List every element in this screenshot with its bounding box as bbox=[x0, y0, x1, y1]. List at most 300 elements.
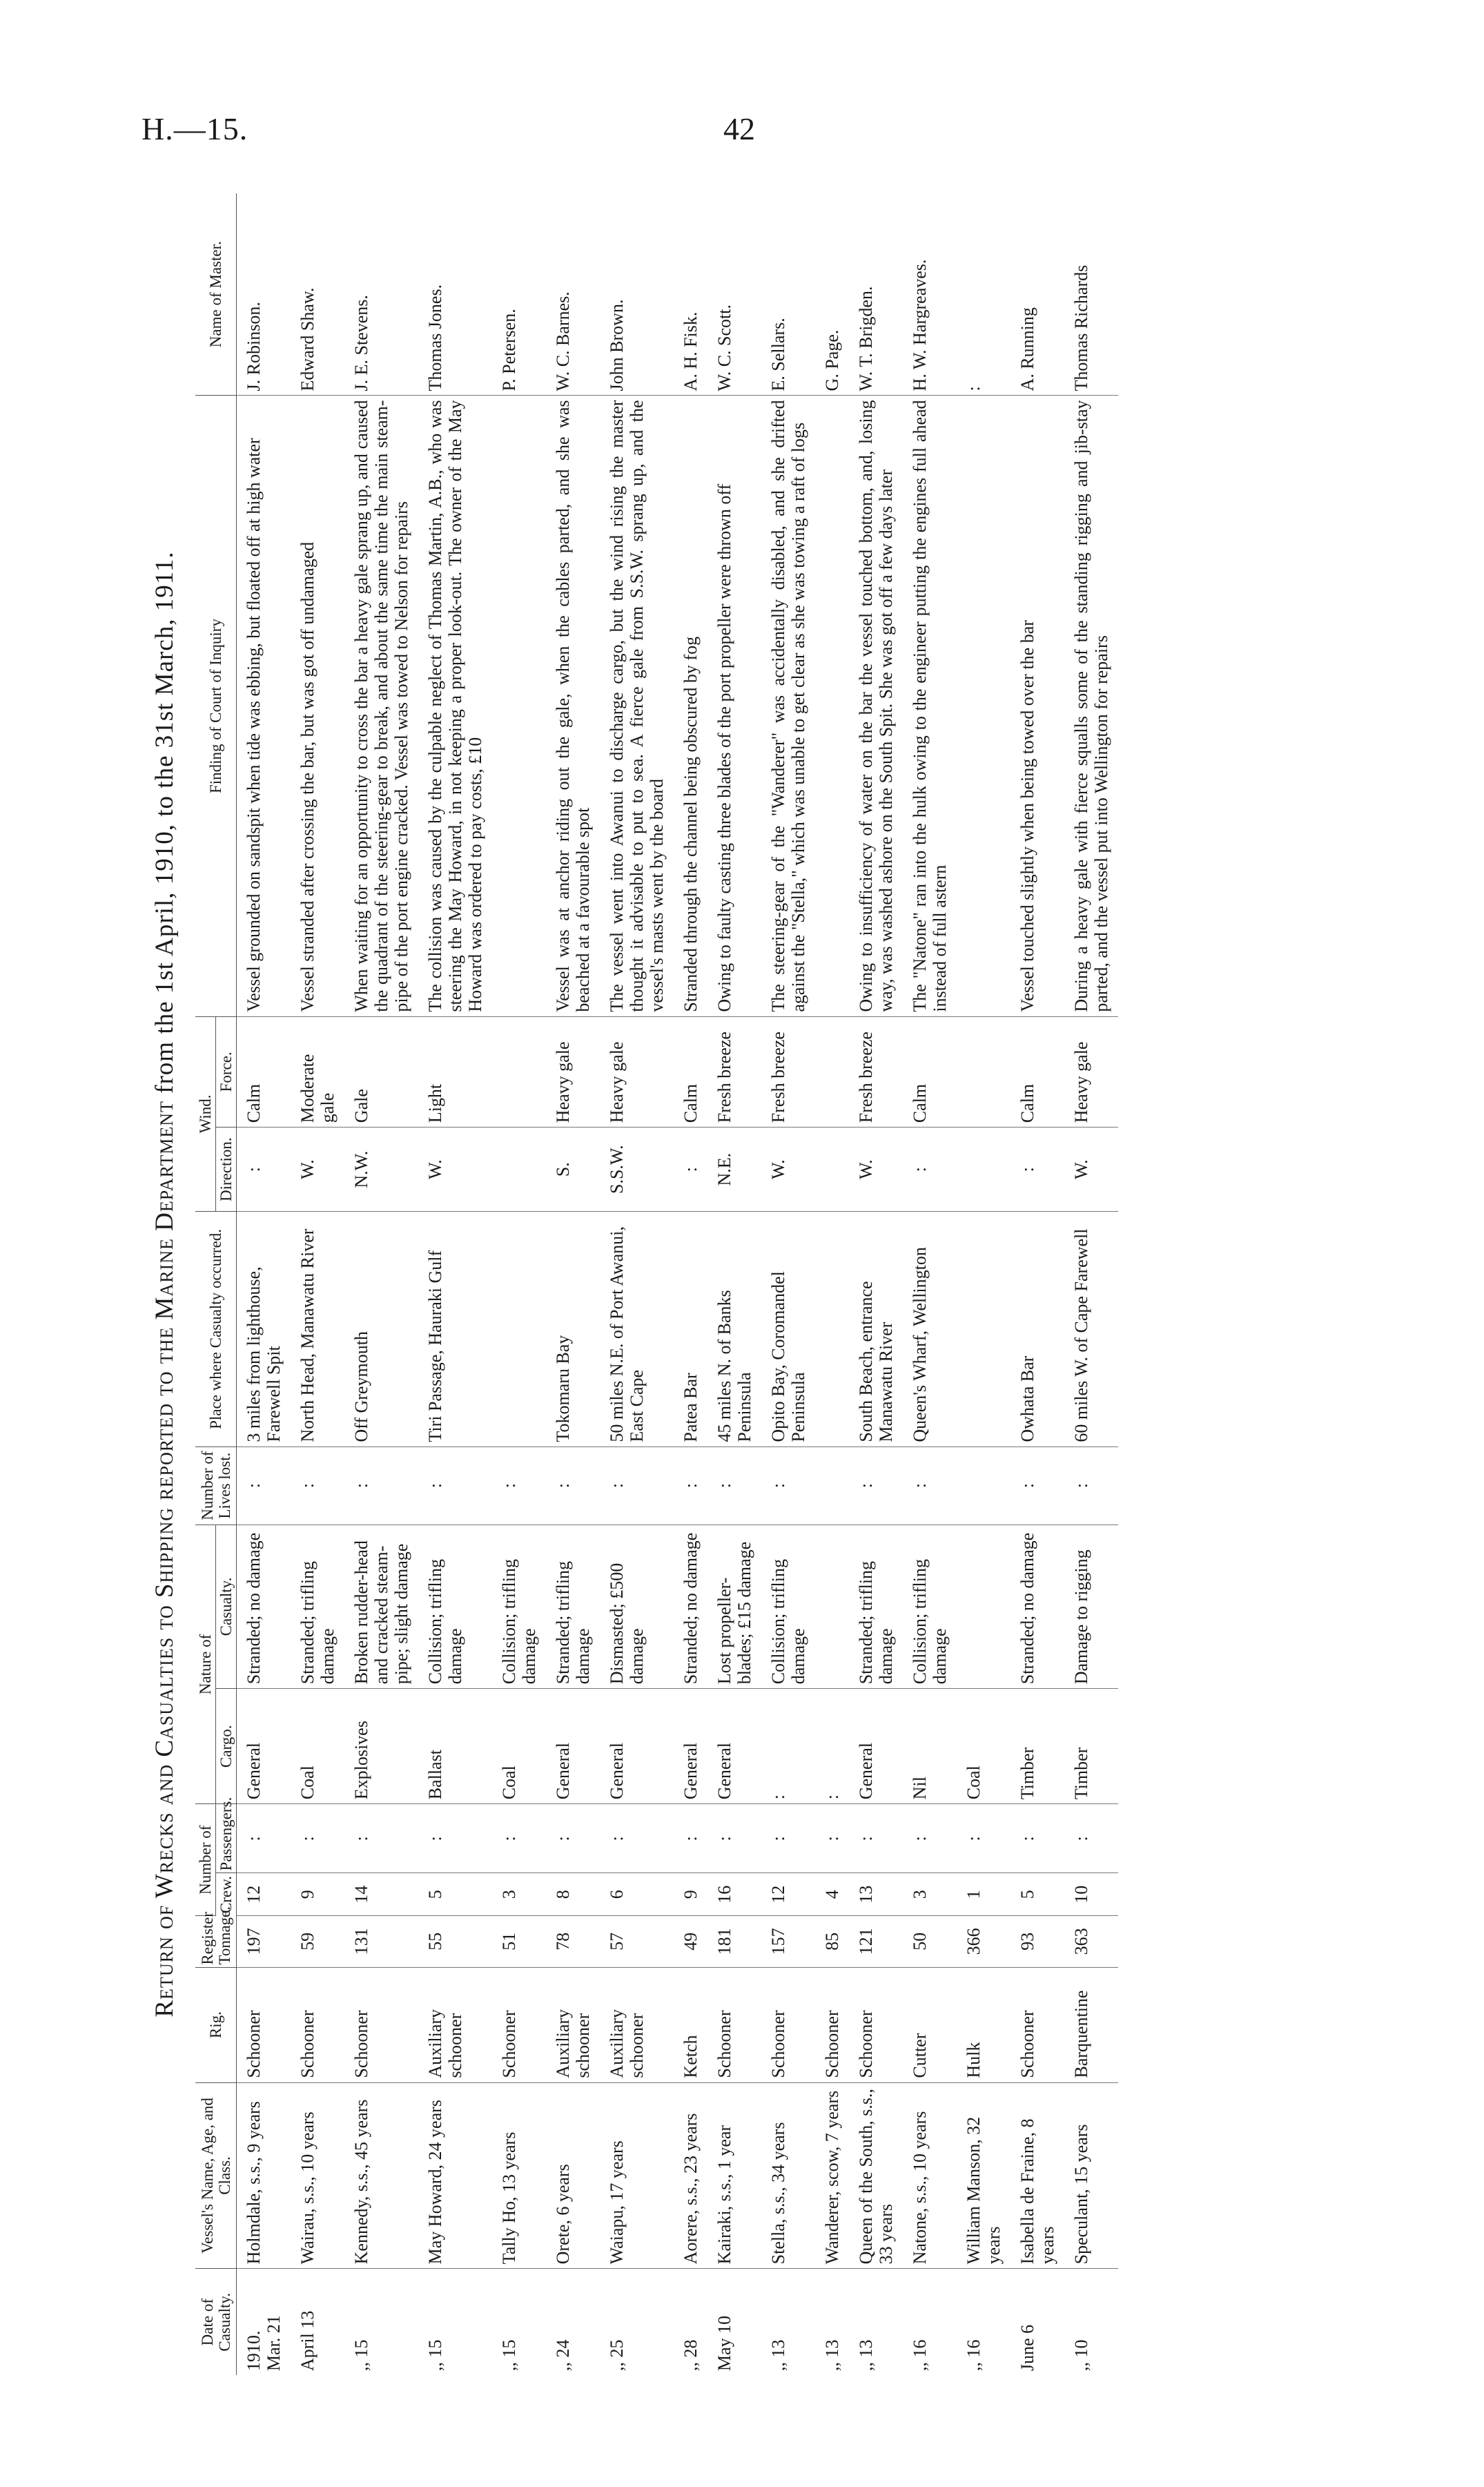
cell-casualty bbox=[761, 1525, 815, 1689]
cell-tonnage-text: 85 bbox=[822, 1932, 842, 1951]
cell-cargo bbox=[237, 1689, 291, 1804]
title-department: Marine Department bbox=[150, 1101, 179, 1320]
cell-passengers-text: : bbox=[607, 1836, 627, 1841]
cell-place bbox=[291, 1212, 344, 1446]
cell-casualty bbox=[546, 1525, 600, 1689]
cell-casualty-text: Collision; trifling damage bbox=[499, 1559, 539, 1685]
cell-place-text: Tiri Passage, Hauraki Gulf bbox=[425, 1250, 445, 1442]
cell-date-text: ,, 13 bbox=[856, 2339, 876, 2371]
table-row bbox=[418, 193, 492, 2375]
cell-wind-direction-text: W. bbox=[856, 1159, 876, 1180]
cell-crew-text: 9 bbox=[681, 1890, 701, 1899]
cell-lives-lost bbox=[344, 1446, 418, 1525]
cell-date-text: ,, 16 bbox=[964, 2339, 984, 2371]
cell-cargo-text: Timber bbox=[1017, 1747, 1037, 1800]
cell-passengers bbox=[492, 1804, 546, 1873]
cell-place-text: 3 miles from lighthouse, Farewell Spit bbox=[244, 1266, 284, 1442]
cell-date bbox=[1064, 2269, 1118, 2375]
cell-casualty-text: Stranded; no damage bbox=[1017, 1532, 1037, 1685]
cell-cargo-text: Ballast bbox=[425, 1750, 445, 1800]
cell-casualty bbox=[957, 1525, 1011, 1689]
cell-cargo-text: Nil bbox=[910, 1777, 930, 1800]
cell-place bbox=[761, 1212, 815, 1446]
cell-wind-direction-text: : bbox=[244, 1167, 264, 1172]
cell-wind-direction-text: S.S.W. bbox=[607, 1145, 627, 1194]
cell-wind-direction bbox=[1064, 1128, 1118, 1212]
cell-vessel bbox=[344, 2082, 418, 2269]
cell-wind-direction-text: W. bbox=[425, 1159, 445, 1180]
cell-casualty-text: Lost propeller-blades; £15 damage bbox=[714, 1541, 754, 1685]
cell-finding-text: Vessel touched slightly when being towed over the bar bbox=[1017, 620, 1037, 1012]
cell-lives-lost-text: : bbox=[244, 1483, 264, 1489]
cell-crew-text: 6 bbox=[607, 1890, 627, 1899]
cell-finding-text: Vessel stranded after crossing the bar, but was got off undamaged bbox=[297, 541, 318, 1012]
cell-tonnage-text: 49 bbox=[681, 1932, 701, 1951]
cell-finding-text: The steering-gear of the "Wanderer" was accidentally disabled, and she drifted against the "Stella," which was unable to get clear as she was towing a raft of logs bbox=[768, 400, 808, 1012]
cell-cargo bbox=[344, 1689, 418, 1804]
cell-place bbox=[492, 1212, 546, 1446]
cell-cargo bbox=[1064, 1689, 1118, 1804]
table-row bbox=[903, 193, 957, 2375]
cell-wind-direction-text: S. bbox=[553, 1162, 573, 1177]
cell-tonnage bbox=[1064, 1916, 1118, 1968]
cell-date-text: ,, 25 bbox=[607, 2339, 627, 2371]
cell-rig-text: Schooner bbox=[768, 2010, 788, 2078]
cell-master-text: P. Petersen. bbox=[499, 309, 519, 391]
cell-vessel-text: May Howard, 24 years bbox=[425, 2100, 445, 2265]
cell-vessel bbox=[707, 2082, 761, 2269]
cell-rig bbox=[1011, 1967, 1064, 2082]
cell-tonnage bbox=[492, 1916, 546, 1968]
cell-lives-lost-text: : bbox=[1071, 1483, 1091, 1489]
cell-master-text: Thomas Richards bbox=[1071, 264, 1091, 391]
table-row bbox=[1011, 193, 1064, 2375]
cell-rig bbox=[600, 1967, 674, 2082]
cell-crew-text: 9 bbox=[297, 1890, 318, 1899]
cell-vessel-text: Orete, 6 years bbox=[553, 2164, 573, 2265]
cell-lives-lost-text: : bbox=[1017, 1483, 1037, 1489]
cell-finding bbox=[1064, 396, 1118, 1016]
cell-wind-force-text: Heavy gale bbox=[607, 1041, 627, 1123]
cell-crew bbox=[418, 1873, 492, 1916]
cell-crew-text: 5 bbox=[1017, 1890, 1037, 1899]
cell-crew bbox=[815, 1873, 849, 1916]
cell-cargo-text: : bbox=[768, 1794, 788, 1800]
col-header-finding: Finding of Court of Inquiry bbox=[195, 396, 237, 1016]
cell-date bbox=[492, 2269, 546, 2375]
cell-vessel bbox=[418, 2082, 492, 2269]
cell-place-text: South Beach, entrance Manawatu River bbox=[856, 1281, 896, 1442]
cell-master-text: W. T. Brigden. bbox=[856, 286, 876, 391]
cell-rig-text: Cutter bbox=[910, 2033, 930, 2078]
cell-vessel bbox=[237, 2082, 291, 2269]
cell-passengers-text: : bbox=[1017, 1836, 1037, 1841]
cell-vessel bbox=[1011, 2082, 1064, 2269]
cell-tonnage-text: 55 bbox=[425, 1932, 445, 1951]
cell-tonnage-text: 197 bbox=[244, 1928, 264, 1955]
cell-wind-direction-text: N.E. bbox=[714, 1152, 734, 1186]
cell-wind-force-text: Calm bbox=[681, 1083, 701, 1123]
cell-crew bbox=[1064, 1873, 1118, 1916]
cell-crew bbox=[291, 1873, 344, 1916]
cell-vessel-text: Aorere, s.s., 23 years bbox=[681, 2113, 701, 2265]
cell-wind-force-text: Light bbox=[425, 1083, 445, 1123]
cell-rig-text: Hulk bbox=[964, 2042, 984, 2078]
cell-lives-lost-text: : bbox=[297, 1483, 318, 1489]
cell-wind-direction bbox=[418, 1128, 492, 1212]
cell-master bbox=[761, 193, 815, 396]
cell-date-text: ,, 15 bbox=[499, 2339, 519, 2371]
cell-crew bbox=[707, 1873, 761, 1916]
cell-vessel-text: Queen of the South, s.s., 33 years bbox=[856, 2089, 896, 2265]
table-row bbox=[546, 193, 600, 2375]
cell-rig-text: Auxiliary schooner bbox=[425, 2009, 465, 2078]
cell-tonnage-text: 181 bbox=[714, 1928, 734, 1955]
cell-casualty-text: Stranded; trifling damage bbox=[856, 1560, 896, 1685]
cell-wind-direction-text: N.W. bbox=[351, 1150, 371, 1188]
cell-tonnage-text: 366 bbox=[964, 1928, 984, 1955]
cell-passengers-text: : bbox=[768, 1836, 788, 1841]
cell-lives-lost bbox=[903, 1446, 957, 1525]
cell-lives-lost-text: : bbox=[351, 1483, 371, 1489]
cell-lives-lost bbox=[291, 1446, 344, 1525]
cell-cargo-text: General bbox=[714, 1743, 734, 1800]
cell-cargo bbox=[849, 1689, 903, 1804]
cell-master bbox=[600, 193, 674, 396]
cell-crew bbox=[674, 1873, 707, 1916]
cell-casualty bbox=[344, 1525, 418, 1689]
cell-date-text: ,, 15 bbox=[351, 2339, 371, 2371]
cell-place-text: Opito Bay, Coromandel Peninsula bbox=[768, 1271, 808, 1442]
cell-tonnage-text: 59 bbox=[297, 1932, 318, 1951]
cell-crew-text: 12 bbox=[768, 1885, 788, 1904]
cell-finding-text: The collision was caused by the culpable neglect of Thomas Martin, A.B., who was steering the May Howard, in not keeping a proper look-out. The owner of the May Howard was ordered to pay costs, £10 bbox=[425, 400, 485, 1012]
col-header-place: Place where Casualty occurred. bbox=[195, 1212, 237, 1446]
cell-wind-direction bbox=[903, 1128, 957, 1212]
cell-date bbox=[849, 2269, 903, 2375]
cell-wind-direction bbox=[546, 1128, 600, 1212]
cell-rig-text: Schooner bbox=[244, 2010, 264, 2078]
cell-cargo bbox=[903, 1689, 957, 1804]
cell-wind-force-text: Heavy gale bbox=[553, 1041, 573, 1123]
cell-master bbox=[418, 193, 492, 396]
title-prefix: Return of Wrecks and Casualties to Shipping reported to the bbox=[150, 1319, 179, 2017]
cell-wind-force bbox=[1011, 1016, 1064, 1128]
cell-place bbox=[600, 1212, 674, 1446]
cell-vessel bbox=[546, 2082, 600, 2269]
cell-date-text: ,, 16 bbox=[910, 2339, 930, 2371]
cell-crew bbox=[1011, 1873, 1064, 1916]
cell-place bbox=[237, 1212, 291, 1446]
cell-cargo bbox=[707, 1689, 761, 1804]
table-row bbox=[761, 193, 815, 2375]
cell-passengers bbox=[674, 1804, 707, 1873]
table-row bbox=[957, 193, 1011, 2375]
cell-wind-force-text: Calm bbox=[244, 1083, 264, 1123]
cell-rig-text: Schooner bbox=[714, 2010, 734, 2078]
cell-crew-text: 13 bbox=[856, 1885, 876, 1904]
cell-master bbox=[291, 193, 344, 396]
cell-passengers-text: : bbox=[856, 1836, 876, 1841]
cell-wind-force bbox=[237, 1016, 291, 1128]
cell-lives-lost bbox=[1011, 1446, 1064, 1525]
cell-cargo-text: General bbox=[856, 1743, 876, 1800]
cell-rig bbox=[237, 1967, 291, 2082]
cell-tonnage bbox=[600, 1916, 674, 1968]
cell-vessel-text: Kennedy, s.s., 45 years bbox=[351, 2099, 371, 2265]
cell-vessel bbox=[1064, 2082, 1118, 2269]
cell-wind-force bbox=[849, 1016, 903, 1128]
cell-vessel bbox=[761, 2082, 815, 2269]
cell-casualty-text: Collision; trifling damage bbox=[425, 1559, 465, 1685]
cell-date bbox=[418, 2269, 492, 2375]
cell-wind-force-text: Gale bbox=[351, 1089, 371, 1123]
cell-vessel bbox=[957, 2082, 1011, 2269]
cell-rig bbox=[903, 1967, 957, 2082]
cell-finding bbox=[761, 396, 815, 1016]
cell-casualty bbox=[492, 1525, 546, 1689]
cell-vessel-text: Waiapu, 17 years bbox=[607, 2140, 627, 2265]
cell-date-text: April 13 bbox=[297, 2310, 318, 2371]
page-header bbox=[0, 0, 1484, 207]
cell-crew bbox=[492, 1873, 546, 1916]
cell-wind-force bbox=[344, 1016, 418, 1128]
table-row bbox=[600, 193, 674, 2375]
document-title bbox=[148, 193, 182, 2375]
cell-wind-direction bbox=[1011, 1128, 1064, 1212]
cell-cargo bbox=[674, 1689, 707, 1804]
cell-master-text: Edward Shaw. bbox=[297, 287, 318, 391]
cell-tonnage-text: 157 bbox=[768, 1928, 788, 1955]
cell-master-text: E. Sellars. bbox=[768, 318, 788, 391]
cell-passengers-text: : bbox=[499, 1836, 519, 1841]
cell-master-text: A. H. Fisk. bbox=[681, 311, 701, 391]
cell-date-text: ,, 13 bbox=[822, 2339, 842, 2371]
cell-rig-text: Schooner bbox=[1017, 2010, 1037, 2078]
col-header-lives-lost: Number of Lives lost. bbox=[195, 1446, 237, 1525]
cell-crew-text: 3 bbox=[499, 1890, 519, 1899]
cell-finding-text: Vessel grounded on sandspit when tide was ebbing, but floated off at high water bbox=[244, 438, 264, 1012]
cell-finding-text: The vessel went into Awanui to discharge cargo, but the wind rising the master thought it advisable to put to sea. A fierce gale from S.S.W. sprang up, and the vessel's masts went by the board bbox=[607, 400, 667, 1012]
col-header-wind-direction: Direction. bbox=[216, 1128, 237, 1212]
cell-crew-text: 16 bbox=[714, 1885, 734, 1904]
cell-rig-text: Schooner bbox=[856, 2010, 876, 2078]
cell-master bbox=[344, 193, 418, 396]
cell-casualty bbox=[291, 1525, 344, 1689]
cell-crew bbox=[344, 1873, 418, 1916]
cell-wind-direction bbox=[761, 1128, 815, 1212]
cell-wind-direction bbox=[957, 1128, 1011, 1212]
cell-date bbox=[815, 2269, 849, 2375]
cell-lives-lost-text: : bbox=[499, 1483, 519, 1489]
cell-tonnage bbox=[849, 1916, 903, 1968]
cell-wind-force bbox=[492, 1016, 546, 1128]
cell-cargo bbox=[291, 1689, 344, 1804]
cell-wind-force-text: Fresh breeze bbox=[856, 1032, 876, 1123]
cell-vessel bbox=[849, 2082, 903, 2269]
cell-lives-lost-text: : bbox=[856, 1483, 876, 1489]
col-header-master: Name of Master. bbox=[195, 193, 237, 396]
cell-wind-force-text: Moderate gale bbox=[297, 1054, 338, 1123]
cell-cargo bbox=[546, 1689, 600, 1804]
cell-date-text: ,, 15 bbox=[425, 2339, 445, 2371]
cell-lives-lost-text: : bbox=[553, 1483, 573, 1489]
cell-passengers-text: : bbox=[297, 1836, 318, 1841]
cell-master-text: : bbox=[964, 386, 984, 391]
cell-passengers bbox=[761, 1804, 815, 1873]
cell-casualty-text: Stranded; no damage bbox=[244, 1532, 264, 1685]
cell-wind-force bbox=[903, 1016, 957, 1128]
cell-cargo-text: Coal bbox=[297, 1765, 318, 1800]
cell-place bbox=[957, 1212, 1011, 1446]
cell-date bbox=[600, 2269, 674, 2375]
cell-casualty bbox=[237, 1525, 291, 1689]
cell-vessel bbox=[815, 2082, 849, 2269]
cell-passengers-text: : bbox=[553, 1836, 573, 1841]
cell-lives-lost-text: : bbox=[681, 1483, 701, 1489]
cell-finding-text: Owing to faulty casting three blades of the port propeller were thrown off bbox=[714, 483, 734, 1012]
cell-rig bbox=[815, 1967, 849, 2082]
cell-lives-lost bbox=[600, 1446, 674, 1525]
table-row bbox=[492, 193, 546, 2375]
cell-finding bbox=[546, 396, 600, 1016]
cell-place bbox=[546, 1212, 600, 1446]
cell-vessel-text: Stella, s.s., 34 years bbox=[768, 2122, 788, 2265]
cell-date-text: ,, 13 bbox=[768, 2339, 788, 2371]
cell-wind-force bbox=[761, 1016, 815, 1128]
cell-crew bbox=[761, 1873, 815, 1916]
col-header-rig: Rig. bbox=[195, 1967, 237, 2082]
cell-passengers bbox=[291, 1804, 344, 1873]
cell-crew-text: 10 bbox=[1071, 1885, 1091, 1904]
cell-lives-lost-text: : bbox=[768, 1483, 788, 1489]
cell-crew-text: 4 bbox=[822, 1890, 842, 1899]
cell-passengers bbox=[707, 1804, 761, 1873]
cell-passengers bbox=[1064, 1804, 1118, 1873]
cell-wind-direction-text: W. bbox=[297, 1159, 318, 1180]
cell-cargo-text: : bbox=[822, 1794, 842, 1800]
cell-tonnage bbox=[674, 1916, 707, 1968]
cell-lives-lost bbox=[492, 1446, 546, 1525]
cell-tonnage-text: 363 bbox=[1071, 1928, 1091, 1955]
cell-vessel-text: Natone, s.s., 10 years bbox=[910, 2111, 930, 2265]
cell-wind-direction bbox=[291, 1128, 344, 1212]
cell-tonnage bbox=[707, 1916, 761, 1968]
cell-crew bbox=[600, 1873, 674, 1916]
cell-wind-direction bbox=[674, 1128, 707, 1212]
cell-rig bbox=[849, 1967, 903, 2082]
cell-wind-force-text: Heavy gale bbox=[1071, 1041, 1091, 1123]
cell-tonnage bbox=[237, 1916, 291, 1968]
cell-rig bbox=[674, 1967, 707, 2082]
cell-finding-text: During a heavy gale with fierce squalls some of the standing rigging and jib-stay parted, and the vessel put into Wellington for repairs bbox=[1071, 400, 1111, 1012]
cell-passengers bbox=[237, 1804, 291, 1873]
cell-master bbox=[1011, 193, 1064, 396]
cell-finding bbox=[707, 396, 761, 1016]
cell-wind-direction-text: : bbox=[910, 1167, 930, 1172]
cell-passengers bbox=[849, 1804, 903, 1873]
cell-cargo bbox=[815, 1689, 849, 1804]
cell-master-text: W. C. Barnes. bbox=[553, 291, 573, 391]
cell-place bbox=[674, 1212, 707, 1446]
col-header-nature-of: Nature of bbox=[195, 1525, 216, 1804]
cell-place bbox=[418, 1212, 492, 1446]
cell-cargo bbox=[600, 1689, 674, 1804]
cell-place bbox=[1011, 1212, 1064, 1446]
cell-wind-direction bbox=[707, 1128, 761, 1212]
cell-wind-direction bbox=[815, 1128, 849, 1212]
cell-passengers bbox=[344, 1804, 418, 1873]
table-row bbox=[237, 193, 291, 2375]
cell-tonnage bbox=[418, 1916, 492, 1968]
cell-tonnage-text: 78 bbox=[553, 1932, 573, 1951]
cell-crew-text: 14 bbox=[351, 1885, 371, 1904]
table-row bbox=[1064, 193, 1118, 2375]
cell-date bbox=[957, 2269, 1011, 2375]
col-header-casualty: Casualty. bbox=[216, 1525, 237, 1689]
cell-finding bbox=[903, 396, 957, 1016]
cell-master bbox=[674, 193, 707, 396]
cell-place-text: 45 miles N. of Banks Peninsula bbox=[714, 1290, 754, 1442]
cell-lives-lost bbox=[849, 1446, 903, 1525]
cell-finding-text: Vessel was at anchor riding out the gale, when the cables parted, and she was beached at a favourable spot bbox=[553, 400, 593, 1012]
cell-finding-text: Stranded through the channel being obscured by fog bbox=[681, 636, 701, 1012]
cell-rig bbox=[957, 1967, 1011, 2082]
cell-rig bbox=[344, 1967, 418, 2082]
cell-place bbox=[707, 1212, 761, 1446]
cell-place-text: 60 miles W. of Cape Farewell bbox=[1071, 1228, 1091, 1442]
cell-finding bbox=[674, 396, 707, 1016]
cell-passengers-text: : bbox=[910, 1836, 930, 1841]
cell-tonnage bbox=[815, 1916, 849, 1968]
cell-lives-lost-text: : bbox=[425, 1483, 445, 1489]
cell-casualty-text: Collision; trifling damage bbox=[768, 1559, 808, 1685]
cell-wind-direction-text: W. bbox=[768, 1159, 788, 1180]
cell-rig bbox=[761, 1967, 815, 2082]
cell-finding bbox=[600, 396, 674, 1016]
cell-master-text: H. W. Hargreaves. bbox=[910, 259, 930, 391]
cell-date bbox=[761, 2269, 815, 2375]
cell-tonnage bbox=[761, 1916, 815, 1968]
cell-tonnage bbox=[957, 1916, 1011, 1968]
cell-passengers-text: : bbox=[964, 1836, 984, 1841]
cell-wind-force bbox=[707, 1016, 761, 1128]
cell-date bbox=[291, 2269, 344, 2375]
cell-vessel bbox=[291, 2082, 344, 2269]
cell-crew-text: 8 bbox=[553, 1890, 573, 1899]
table-row bbox=[815, 193, 849, 2375]
cell-tonnage-text: 51 bbox=[499, 1932, 519, 1951]
cell-lives-lost bbox=[707, 1446, 761, 1525]
col-header-passengers: Passengers. bbox=[216, 1804, 237, 1873]
cell-tonnage-text: 50 bbox=[910, 1932, 930, 1951]
cell-date bbox=[903, 2269, 957, 2375]
cell-casualty-text: Broken rudder-head and cracked steam-pipe; slight damage bbox=[351, 1540, 411, 1685]
cell-place bbox=[815, 1212, 849, 1446]
cell-wind-force bbox=[600, 1016, 674, 1128]
cell-passengers bbox=[600, 1804, 674, 1873]
cell-wind-force-text: Calm bbox=[910, 1083, 930, 1123]
cell-crew-text: 3 bbox=[910, 1890, 930, 1899]
cell-crew-text: 5 bbox=[425, 1890, 445, 1899]
cell-crew bbox=[957, 1873, 1011, 1916]
cell-date bbox=[237, 2269, 291, 2375]
cell-rig-text: Barquentine bbox=[1071, 1990, 1091, 2078]
cell-vessel bbox=[903, 2082, 957, 2269]
cell-wind-force bbox=[1064, 1016, 1118, 1128]
cell-rig bbox=[418, 1967, 492, 2082]
cell-master bbox=[492, 193, 546, 396]
